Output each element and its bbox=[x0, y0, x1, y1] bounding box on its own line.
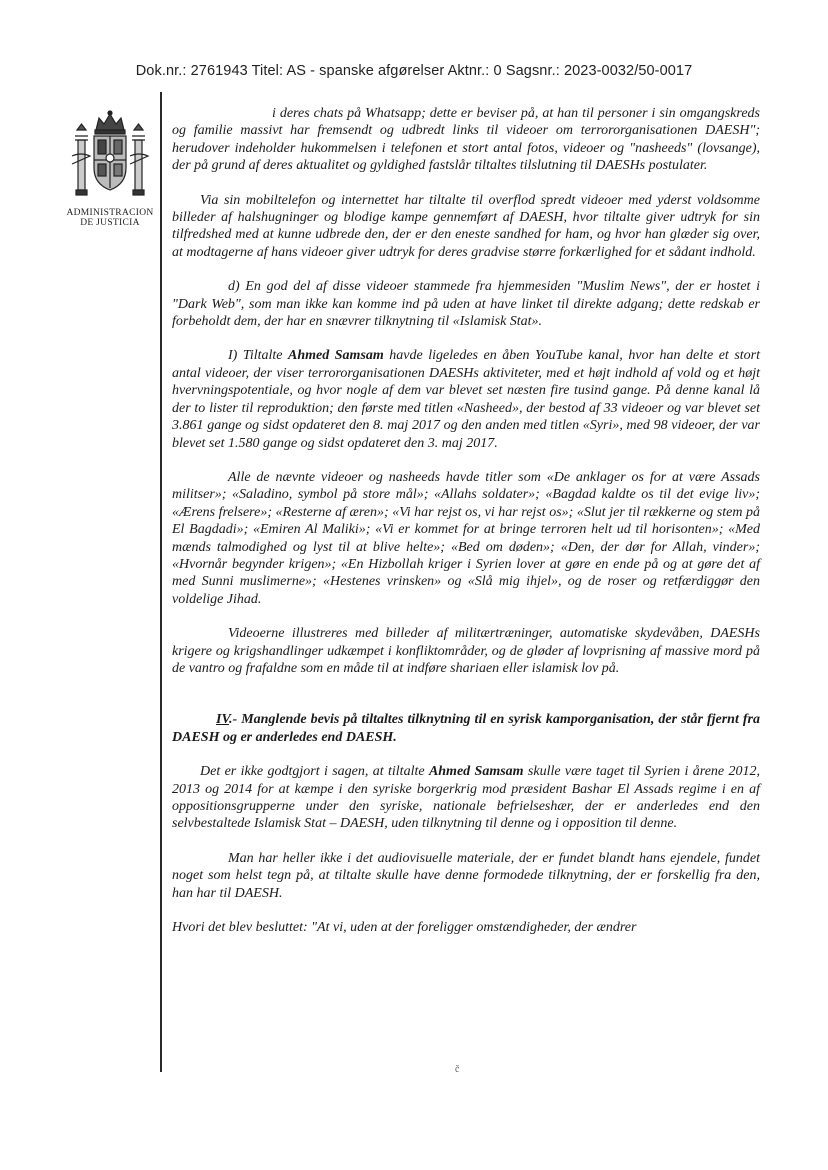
document-header: Dok.nr.: 2761943 Titel: AS - spanske afgørelser Aktnr.: 0 Sagsnr.: 2023-0032/50-0017 bbox=[135, 63, 693, 79]
section-number: IV bbox=[216, 712, 229, 728]
defendant-name: Ahmed Samsam bbox=[288, 348, 384, 364]
paragraph-8: Man har heller ikke i det audiovisuelle materiale, der er fundet blandt hans ejendele, fundet noget som helst tegn på, at tiltalte skulle have denne formodede tilknytning, der er forskellig fra den, han har til DAESH. bbox=[172, 850, 760, 901]
section-title: .- Manglende bevis på tiltaltes tilknytning til en syrisk kamporganisation, der står fjernt fra DAESH og er anderledes end DAESH. bbox=[172, 712, 760, 745]
coat-of-arms-icon bbox=[68, 110, 152, 206]
paragraph-1: i deres chats på Whatsapp; dette er beviser på, at han til personer i sin omgangskreds og familie massivt har fremsendt og udbredt links til videoer om terrororganisationen DAESH"; herudover indeholder hukommelsen i telefonen et stort antal fotos, videoer og "nasheeds" (lovsange), der på grund af deres aktualitet og gyldighed fastslår tiltaltes tilslutning til DAESHs postulater. bbox=[172, 106, 760, 174]
emblem-caption-line-1: ADMINISTRACION bbox=[66, 208, 154, 218]
page-mark: č bbox=[455, 1064, 460, 1075]
coat-of-arms-emblem bbox=[60, 110, 160, 228]
emblem-caption-line-2: DE JUSTICIA bbox=[80, 218, 140, 228]
margin-rule bbox=[160, 92, 162, 1072]
paragraph-7 bbox=[172, 763, 760, 833]
defendant-name-2: Ahmed Samsam bbox=[428, 764, 524, 780]
document-body bbox=[172, 105, 760, 936]
paragraph-4 bbox=[172, 347, 760, 451]
paragraph-7-text: skulle være taget til Syrien i årene 2012, 2013 og 2014 for at kæmpe i den syriske borgerkrig mod præsident Bashar El Assads regime i en af oppositionsgrupperne under den syriske, nationale befrielseshær, der er anderledes end den selvbestaltede Islamisk Stat – DAESH, uden tilknytning til denne og i opposition til denne. bbox=[172, 764, 760, 832]
paragraph-5: Alle de nævnte videoer og nasheeds havde titler som «De anklager os for at være Assads militser»; «Saladino, symbol på store mål»; «Allahs soldater»; «Bagdad kaldte os til det evige liv»; «Ærens frelsere»; «Resterne af æren»; «Vi har rejst os, vi har rejst os»; «Slut jer til rækkerne og stem på El Bagdadi»; «Emiren Al Maliki»; «Vi er kommet for at bringe terroren helt ud til horisonten»; «Med mænds talmodighed og lyst til at blive helte»; «Bed om døden»; «Den, der dør for Allah, vinder»; «Hvornår begynder krigen»; «En Hizbollah kriger i Syrien lover at gøre en ende på og at gøre det af med Sunni muslimerne»; «Hestenes vrinsken» og «Slå mig ihjel», og de roser og retfærdiggør den voldelige Jihad. bbox=[172, 469, 760, 607]
section-heading bbox=[172, 711, 760, 746]
paragraph-4-lead: I) Tiltalte bbox=[228, 348, 289, 364]
paragraph-7-lead: Det er ikke godtgjort i sagen, at tiltalte bbox=[200, 764, 429, 780]
paragraph-4-text: havde ligeledes en åben YouTube kanal, hvor han delte et stort antal videoer, der viser terrororganisationen DAESHs aktiviteter, med et højt indhold af vold og et højt hvervningspotentiale, og hvor nogle af dem var blevet set næsten fire tusind gange. På denne kanal lå der to lister til reproduktion; den første med titlen «Nasheed», der bestod af 33 videoer og var blevet set 3.861 gange og sidst opdateret den 8. maj 2017 og den anden med titlen «Syri», med 98 videoer, der var blevet set 1.580 gange og sidst opdateret den 3. maj 2017. bbox=[172, 348, 761, 451]
paragraph-2: Via sin mobiltelefon og internettet har tiltalte til overflod spredt videoer med yderst voldsomme billeder af halshugninger og blodige kampe gennemført af DAESH, hvor tiltalte giver udtryk for sin tilfredshed med at kunne udbrede den, der er den eneste sandhed for ham, og hvor han glæder sig over, at modtagerne af hans videoer giver udtryk for deres gradvise større forkærlighed for et sådant indhold. bbox=[172, 192, 760, 260]
paragraph-9: Hvori det blev besluttet: "At vi, uden at der foreligger omstændigheder, der ændrer bbox=[172, 920, 637, 936]
paragraph-3: d) En god del af disse videoer stammede fra hjemmesiden "Muslim News", der er hostet i "Dark Web", som man ikke kan komme ind på uden at have linket til direkte adgang; dette redskab er forbeholdt dem, der har en snævrer tilknytning til «Islamisk Stat». bbox=[172, 279, 760, 330]
paragraph-6: Videoerne illustreres med billeder af militærtræninger, automatiske skydevåben, DAESHs krigere og krigshandlinger udkæmpet i konfliktområder, og de gløder af lovprisning af massive mord på de vantro og frafaldne som en måde til at indføre shariaen eller islamisk lov på. bbox=[172, 626, 760, 676]
